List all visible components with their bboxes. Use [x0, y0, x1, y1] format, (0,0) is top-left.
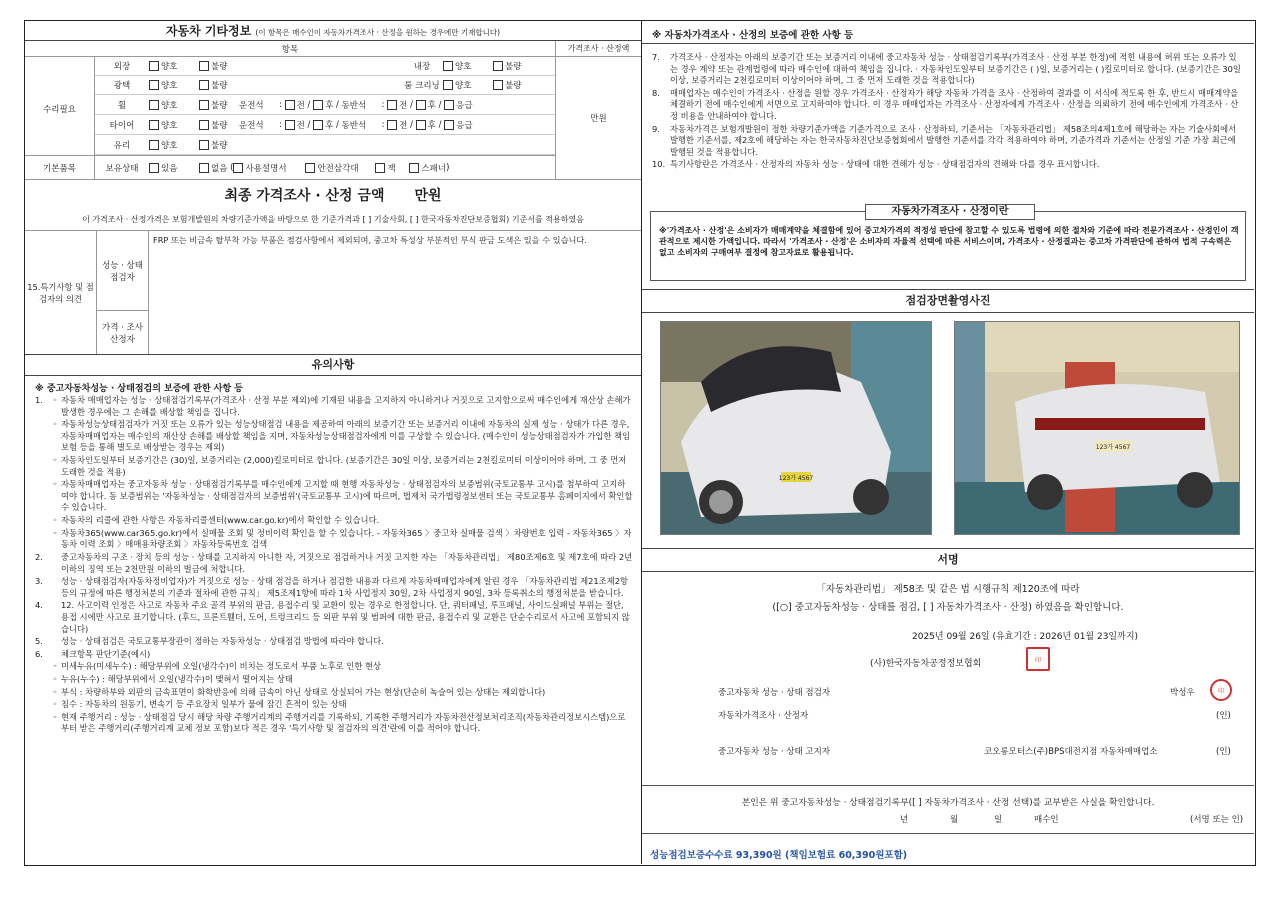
item-number [35, 479, 49, 514]
guarantee-item [35, 479, 633, 514]
wheel-good-checkbox[interactable] [149, 100, 159, 110]
divider [642, 43, 1254, 44]
bad-label: 불량 [505, 81, 522, 91]
item-number: 1. [35, 395, 43, 405]
rear-label: 후 [427, 120, 436, 131]
signature-date: 2025년 09월 26일 (유효기간 : 2026년 01월 23일까지) [912, 632, 1139, 642]
guarantee-item [35, 455, 633, 478]
good-label: 양호 [455, 81, 472, 91]
rear-label: 후 [325, 100, 334, 111]
guarantee-item [35, 552, 633, 575]
front-inspection-photo [660, 321, 932, 535]
item-text: 성능 · 상태점검자(자동차정비업자)가 거짓으로 성능 · 상태 점검을 하거나 점검한 내용과 다르게 자동차매매업자에게 알린 경우 「자동차관리법 제21조제2항 등의 규정에 따른 행정처분의 기준과 절차에 관한 규칙」 제5조제1항에 따라 1차 사업정지 30일, 2차 사업정지 90일, 3차 등록취소의 행정처분을 받습니다. [61, 576, 628, 598]
repair-row-polish [95, 76, 555, 95]
guarantee-item [35, 419, 633, 454]
bullet-icon: ◦ [52, 419, 58, 430]
other-info-title: 자동차 기타정보 [165, 24, 252, 38]
item-text: 자동차인도일부터 보증기간은 (30)일, 보증거리는 (2,000)킬로미터로 합니다. (보증기간은 30일 이상, 보증거리는 2천킬로미터 이상이어야 하며, 그 중 먼저 도래한 것을 적용) [61, 455, 627, 477]
item-number [35, 419, 49, 454]
item-text: 중고자동차의 구조 · 장치 등의 성능 · 상태를 고지하지 아니한 자, 거짓으로 점검하거나 거짓 고지한 자는 「자동차관리법」 제80조제6호 및 제7호에 따라 2년 이하의 징역 또는 2천만원 이하의 벌금에 처합니다. [61, 551, 633, 574]
item-text: 부식 : 차량하부와 외판의 금속표면이 화학반응에 의해 금속이 아닌 상태로 상실되어 가는 현상(단순히 녹슬어 있는 상태는 제외합니다) [61, 686, 546, 697]
item-number [35, 528, 49, 551]
signature-title: 서명 [642, 548, 1254, 572]
bullet-icon [49, 636, 61, 648]
glass-label: 유리 [113, 140, 131, 151]
front-label: 전 [399, 100, 408, 111]
photos-title: 점검장면촬영사진 [642, 289, 1254, 313]
item-number: 6. [35, 648, 43, 659]
glass-good-checkbox[interactable] [149, 140, 159, 150]
bullet-icon [49, 600, 61, 635]
item-text: 12. 사고이력 인정은 사고로 자동차 주요 골격 부위의 판금, 용접수리 및 교환이 있는 경우로 한정합니다. 단, 쿼터패널, 루프패널, 사이드실패널 부위는 절단, 용접 시에만 사고로 표기합니다. (후드, 프론트휀더, 도어, 트렁크리드 등 외판 부위 및 범퍼에 대한 판금, 용접수리 및 교환은 단순수리로서 사고에 포함되지 않습니다) [61, 600, 630, 634]
bullet-icon: ◦ [52, 711, 58, 722]
tire-emergency-checkbox[interactable] [444, 120, 454, 130]
have-checkbox[interactable] [149, 163, 159, 173]
triangle-label: 안전삼각대 [317, 163, 359, 174]
passenger-label: 동반석 [341, 100, 367, 111]
bullet-icon: ◦ [52, 661, 58, 672]
item-text: 자동차매매업자는 중고자동차 성능 · 상태점검기록부를 매수인에게 고지할 때 현행 자동차성능 · 상태점검자의 보증범위(국토교통부 고시)를 첨부하여 고지하여야 합니다. 동 보증범위는 '자동차성능 · 상태점검자의 보증범위'(국토교통부 고시)에 따르며, 법제처 국가법령정보센터 또는 국토교통부 홈페이지에서 확인할 수 있습니다. [61, 479, 633, 513]
item-number: 3. [35, 576, 43, 587]
bullet-icon [49, 576, 61, 599]
item-number [35, 712, 49, 735]
rear-inspection-photo [954, 321, 1240, 535]
notifier-seal: (인) [1216, 747, 1231, 757]
guarantee-item [35, 699, 633, 711]
price-info-title: 자동차가격조사 · 산정이란 [865, 204, 1035, 220]
inspector-opinion-label: 성능 · 상태 점검자 [97, 231, 149, 311]
guarantee-item [35, 649, 633, 661]
appraiser-role: 자동차가격조사 · 산정자 [718, 711, 809, 721]
basic-items-label: 기본품목 [25, 155, 95, 179]
price-guarantee-item [652, 52, 1244, 87]
price-basis-text: 이 가격조사 · 산정가격은 보험개발원의 차량기준가액을 바탕으로 한 기준가격과 [ ] 기술사회, [ ] 한국자동차진단보증협회) 기준서를 적용하였음 [25, 209, 641, 231]
bullet-icon: ◦ [52, 686, 58, 697]
item-number [35, 674, 49, 686]
item-text: 특기사항란은 가격조사 · 산정자의 자동차 성능 · 상태에 대한 견해가 성능 · 상태점검자의 견해와 다를 경우 표시합니다. [670, 159, 1100, 170]
good-label: 양호 [161, 100, 178, 111]
good-label: 양호 [161, 62, 178, 72]
repair-row-exterior [95, 57, 555, 76]
item-number [35, 687, 49, 699]
notifier-role: 중고자동차 성능 · 상태 고지자 [718, 747, 831, 757]
rear-label: 후 [427, 100, 436, 111]
item-number: 4. [35, 600, 43, 611]
other-info-note: (이 항목은 매수인이 자동차가격조사 · 산정을 원하는 경우에만 기재합니다) [255, 28, 501, 37]
inspector-role: 중고자동차 성능 · 상태 점검자 [718, 688, 831, 698]
price-info-text: ※'가격조사 · 산정'은 소비자가 매매계약을 체결함에 있어 중고차가격의 적정성 판단에 참고할 수 있도록 법령에 의한 절차와 기준에 따라 전문가격조사 · 산정인이 객관적으로 제시한 가액입니다. 따라서 '가격조사 · 산정'은 소비자의 자율적 선택에 따른 서비스이며, 가격조사 · 산정결과는 중고차 가격판단에 관하여 법적 구속력은 없고 소비자의 구매여부 결정에 참고자료로 활용됩니다. [659, 226, 1239, 257]
notifier-name: 코오롱모터스(주)BPS대전지점 자동차매매업소 [984, 747, 1158, 757]
price-column-header: 가격조사 · 산정액 [555, 41, 641, 57]
appraiser-opinion-label: 가격 · 조사 산정자 [97, 311, 149, 354]
good-label: 양호 [161, 81, 178, 91]
item-number [35, 661, 49, 673]
special-notes-label: 15.특기사항 및 점검자의 의견 [25, 231, 97, 354]
item-text: 미세누유(미세누수) : 해당부위에 오일(냉각수)이 비치는 정도로서 부품 노후로 인한 현상 [61, 661, 381, 672]
final-price-unit: 만원 [414, 187, 442, 204]
signature-confirm: ([○] 중고자동차성능 · 상태를 점검, [ ] 자동차가격조사 · 산정) 하였음을 확인합니다. [772, 602, 1124, 613]
item-number [35, 515, 49, 527]
final-price-label: 최종 가격조사 · 산정 금액 [224, 187, 385, 204]
emergency-label: 응급 [456, 120, 473, 131]
receipt-text: 본인은 위 중고자동차성능 · 상태점검기록부([ ] 자동차가격조사 · 산정 선택)를 교부받은 사실을 확인합니다. [741, 798, 1155, 808]
association-name: (사)한국자동차공정정보협회 [870, 659, 982, 669]
inspector-name: 박성우 [1170, 688, 1195, 698]
repair-needed-label: 수리필요 [25, 57, 95, 161]
wheel-passenger-front-checkbox[interactable] [387, 100, 397, 110]
repair-unit: 만원 [555, 57, 641, 179]
item-text: 성능 · 상태점검은 국토교통부장관이 정하는 자동차성능 · 상태점검 방법에 따라야 합니다. [61, 636, 384, 647]
front-label: 전 [296, 100, 305, 111]
bullet-icon: ◦ [52, 395, 58, 405]
basic-items-row: 보유상태 있음 없음 ( 사용설명서 안전삼각대 잭 스패너 ) [95, 155, 555, 179]
tire-bad-checkbox[interactable] [199, 120, 209, 130]
buyer-label: 매수인 [1034, 815, 1059, 825]
rear-plate: 123가 4567 [1095, 444, 1131, 451]
item-number: 2. [35, 551, 43, 562]
wheel-label: 휠 [117, 100, 127, 111]
guarantee-item [35, 712, 633, 735]
wheel-driver-front-checkbox[interactable] [285, 100, 295, 110]
inspector-opinion-text: FRP 또는 비금속 탈부착 가능 부품은 점검사항에서 제외되며, 중고차 특성상 부분적인 부식 판금 도색은 있을 수 있습니다. [153, 235, 587, 245]
possession-label: 보유상태 [105, 163, 139, 174]
tire-good-checkbox[interactable] [149, 120, 159, 130]
item-text: 가격조사 · 산정자는 아래의 보증기간 또는 보증거리 이내에 중고자동차 성능 · 상태점검기록부(가격조사 · 산정 부분 한정)에 적힌 내용에 허위 또는 오류가 있는 경우 계약 또는 관계법령에 따라 매수인에 대하여 책임을 집니다. · 자동차인도일부터 보증기간은 ( )일, 보증거리는 ( )킬로미터로 합니다. (보증기간은 30일 이상, 보증거리는 2천킬로미터 이상이어야 하며, 그 중 먼저 도래한 것을 적용합니다) [670, 52, 1241, 86]
day-label: 일 [994, 815, 1003, 825]
polish-bad-checkbox[interactable] [199, 80, 209, 90]
item-number: 5. [35, 636, 43, 647]
price-guarantee-item [652, 124, 1244, 159]
front-label: 전 [296, 120, 305, 131]
rear-label: 후 [325, 120, 334, 131]
price-guarantee-item [652, 88, 1244, 123]
guarantee-item [35, 576, 633, 599]
buyer-sign: (서명 또는 인) [1190, 815, 1244, 825]
signature-law: 「자동차관리법」 제58조 및 같은 법 시행규칙 제120조에 따라 [816, 584, 1080, 595]
tire-driver-rear-checkbox[interactable] [313, 120, 323, 130]
item-text: 매매업자는 매수인이 가격조사 · 산정을 원할 경우 가격조사 · 산정자가 해당 자동차 가격을 조사 · 산정하여 결과를 이 서식에 적도록 한 후, 반드시 매매계약을 체결하기 전에 매수인에게 서면으로 고지하여야 합니다. 이 경우 매매업자는 가격조사 · 산정자에게 가격조사 · 산정을 의뢰하기 전에 매수인에게 가격조사 · 산정 비용을 안내하여야 합니다. [670, 87, 1239, 122]
divider [642, 785, 1254, 786]
tire-driver-front-checkbox[interactable] [285, 120, 295, 130]
polish-label: 광택 [113, 81, 131, 91]
bullet-icon: ◦ [52, 674, 58, 685]
guarantee-item [35, 395, 633, 418]
item-text: 체크항목 판단기준(예시) [61, 648, 151, 659]
front-car-image [661, 322, 932, 535]
manual-checkbox[interactable] [233, 163, 243, 173]
item-text: 자동차 매매업자는 성능 · 상태점검기록부(가격조사 · 산정 부분 제외)에 기재된 내용을 고지하지 아니하거나 거짓으로 고지함으로써 매수인에게 재산상 손해가 발생한 경우에는 그 손해를 배상할 책임을 집니다. [61, 395, 631, 417]
wheel-passenger-rear-checkbox[interactable] [416, 100, 426, 110]
item-text: 자동차의 리콜에 관한 사항은 자동차리콜센터(www.car.go.kr)에서 확인할 수 있습니다. [61, 515, 380, 526]
notes-title: 유의사항 [25, 354, 641, 376]
exterior-label: 외장 [113, 62, 131, 72]
final-price-row [25, 179, 641, 209]
item-number: 9. [652, 123, 660, 134]
right-column [642, 21, 1254, 864]
item-text: 자동차성능상태점검자가 거짓 또는 오류가 있는 성능상태점검 내용을 제공하여 아래의 보증기간 또는 보증거리 이내에 자동차의 실제 성능 · 상태가 다른 경우, 자동차매매업자는 매수인의 재산상 손해를 배상할 책임을 지며, 자동차성능상태점검자에게 이를 구상할 수 있습니다. (매수인이 성능상태점검자가 가입한 책임보험 등을 통해 별도로 배상받는 경우는 제외) [61, 419, 631, 453]
item-number [35, 699, 49, 711]
price-guarantee-list [652, 52, 1244, 172]
polish-good-checkbox[interactable] [149, 80, 159, 90]
wheel-driver-rear-checkbox[interactable] [313, 100, 323, 110]
rear-car-image [955, 322, 1240, 535]
interior-bad-checkbox[interactable] [493, 61, 503, 71]
item-text: 현재 주행거리 : 성능 · 상태점검 당시 해당 차량 주행거리계의 주행거리를 기록하되, 기록한 주행거리가 자동차전산정보처리조직(자동차관리정보시스템)으로부터 받은 주행거리(주행거리계 교체 정보 포함)보다 적은 경우 '특기사항 및 점검자의 의견'란에 이를 적어야 합니다. [61, 711, 626, 734]
room-cleaning-label: 룸 크리닝 [404, 81, 440, 91]
manual-label: 사용설명서 [245, 163, 287, 174]
guarantee-item [35, 600, 633, 635]
none-label: 없음 [211, 163, 228, 174]
guarantee-item [35, 636, 633, 648]
driver-label: 운전석 [239, 120, 264, 131]
good-label: 양호 [161, 120, 178, 131]
guarantee-item [35, 515, 633, 527]
interior-good-checkbox[interactable] [443, 61, 453, 71]
item-text: 침수 : 자동차의 원동기, 변속기 등 주요장치 일부가 물에 잠긴 흔적이 있는 상태 [61, 699, 347, 710]
spanner-label: 스패너 [421, 163, 447, 174]
item-number: 8. [652, 87, 660, 98]
triangle-checkbox[interactable] [305, 163, 315, 173]
bullet-icon: ◦ [52, 699, 58, 710]
inspector-seal-icon: 印 [1210, 679, 1232, 701]
driver-label: 운전석 [239, 100, 264, 111]
inspection-record-sheet [24, 20, 1256, 866]
front-label: 전 [399, 120, 408, 131]
repair-row-glass [95, 135, 555, 155]
exterior-good-checkbox[interactable] [149, 61, 159, 71]
bad-label: 불량 [211, 100, 228, 111]
association-seal-icon: 印 [1026, 647, 1050, 671]
bullet-icon: ◦ [52, 455, 58, 466]
room-cleaning-bad-checkbox[interactable] [493, 80, 503, 90]
good-label: 양호 [455, 62, 472, 72]
guarantee-item [35, 687, 633, 699]
repair-row-wheel: 휠 양호 불량 운전석 : 전 / 후 / 동반석 : 전 / 후 / 응급 [95, 95, 555, 115]
item-number [35, 455, 49, 478]
tire-passenger-rear-checkbox[interactable] [416, 120, 426, 130]
exterior-bad-checkbox[interactable] [199, 61, 209, 71]
other-info-header [25, 21, 641, 41]
bad-label: 불량 [505, 62, 522, 72]
guarantee-item [35, 674, 633, 686]
front-plate: 123가 4567 [778, 475, 814, 482]
year-label: 년 [900, 815, 909, 825]
month-label: 월 [950, 815, 959, 825]
item-text: 자동차가격은 보험개발원이 정한 차량기준가액을 기준가격으로 조사 · 산정하되, 기준서는 「자동차관리법」 제58조의4제1호에 해당하는 자는 기술사회에서 발행한 기준서를, 제2호에 해당하는 자는 한국자동차진단보증협회에서 발행한 기준서를 각각 적용하여야 하며, 기준가격과 기준서는 산정일 기준 가장 최근에 발행된 것을 적용합니다. [670, 123, 1237, 157]
wheel-bad-checkbox[interactable] [199, 100, 209, 110]
spanner-checkbox[interactable] [409, 163, 419, 173]
have-label: 있음 [161, 163, 178, 174]
left-column [25, 21, 642, 864]
repair-row-tire: 타이어 양호 불량 운전석 : 전 / 후 / 동반석 : 전 / 후 / 응급 [95, 115, 555, 135]
passenger-label: 동반석 [341, 120, 367, 131]
bad-label: 불량 [211, 140, 228, 151]
bad-label: 불량 [211, 81, 228, 91]
room-cleaning-good-checkbox[interactable] [443, 80, 453, 90]
price-guarantee-title: ※ 자동차가격조사 · 산정의 보증에 관한 사항 등 [652, 30, 854, 41]
bad-label: 불량 [211, 62, 228, 72]
tire-label: 타이어 [109, 120, 135, 131]
divider [642, 833, 1254, 834]
guarantee-item [35, 661, 633, 673]
bullet-icon: ◦ [52, 515, 58, 526]
guarantee-item [35, 528, 633, 551]
item-column-header: 항목 [25, 41, 555, 57]
item-number: 7. [652, 52, 660, 62]
none-checkbox[interactable] [199, 163, 209, 173]
guarantee-list [35, 395, 633, 736]
wheel-emergency-checkbox[interactable] [444, 100, 454, 110]
glass-bad-checkbox[interactable] [199, 140, 209, 150]
appraiser-seal: (인) [1216, 711, 1231, 721]
price-info-box [650, 206, 1246, 281]
price-guarantee-item [652, 159, 1244, 171]
guarantee-title: ※ 중고자동차성능 · 상태점검의 보증에 관한 사항 등 [35, 384, 243, 394]
inspection-fee: 성능점검보증수수료 93,390원 (책임보험료 60,390원포함) [650, 850, 908, 861]
emergency-label: 응급 [456, 100, 473, 111]
bullet-icon [49, 552, 61, 575]
bullet-icon [49, 649, 61, 661]
tire-passenger-front-checkbox[interactable] [387, 120, 397, 130]
item-number: 10. [652, 159, 666, 170]
item-text: 누유(누수) : 해당부위에서 오일(냉각수)이 맺혀서 떨어지는 상태 [61, 674, 293, 685]
bullet-icon: ◦ [52, 479, 58, 490]
good-label: 양호 [161, 140, 178, 151]
bullet-icon: ◦ [52, 527, 58, 538]
bad-label: 불량 [211, 120, 228, 131]
item-text: 자동차365(www.car365.go.kr)에서 실매물 조회 및 정비이력 확인을 할 수 있습니다. - 자동차365 〉중고차 실매물 검색 〉차량번호 입력 - 자동차365 〉자동차 이력 조회 〉매매용차량조회 〉자동차등록번호 검색 [61, 527, 632, 550]
interior-label: 내장 [413, 62, 431, 72]
jack-checkbox[interactable] [375, 163, 385, 173]
jack-label: 잭 [387, 163, 396, 174]
